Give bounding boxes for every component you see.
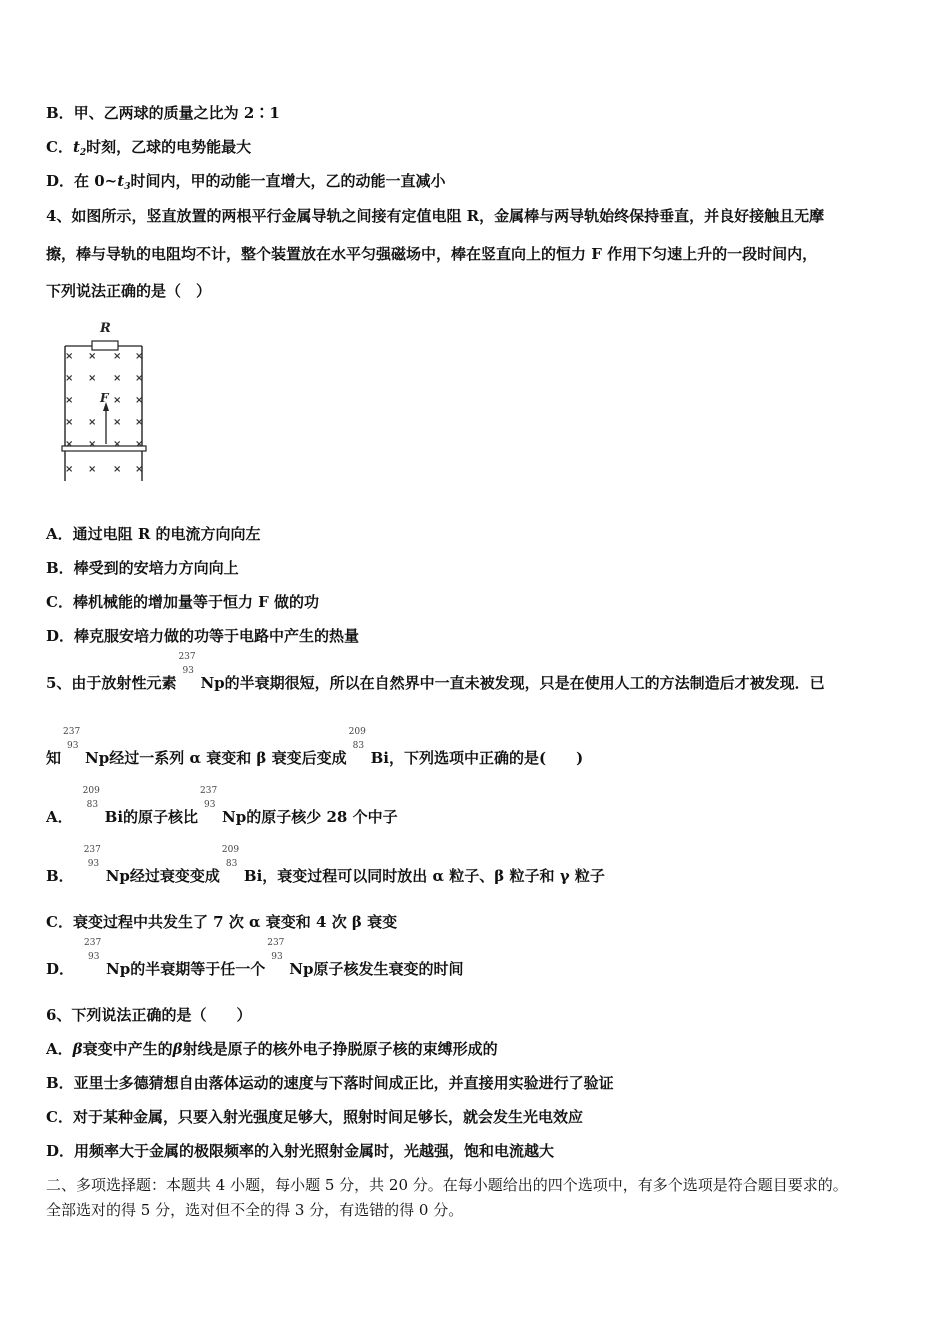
magnetic-field-marks <box>65 351 143 475</box>
q3-option-c: C．$t_2$时刻，乙球的电势能最大 <box>46 138 252 158</box>
field-x-mark: × <box>135 417 144 428</box>
q4-option-a: A．通过电阻 R 的电流方向向左 <box>46 525 261 543</box>
field-x-mark: × <box>65 417 74 428</box>
field-x-mark: × <box>135 439 144 450</box>
field-x-mark: × <box>88 351 97 362</box>
field-x-mark: × <box>135 373 144 384</box>
field-x-mark: × <box>88 439 97 450</box>
np-nuclide: 237 93 <box>84 938 102 962</box>
field-x-mark: × <box>113 439 122 450</box>
field-x-mark: × <box>65 439 74 450</box>
field-x-mark: × <box>65 351 74 362</box>
q5-stem-line1: 5、由于放射性元素 237 93 Np的半衰期很短，所以在自然界中一直未被发现，只是在使用人工的方法制造后才被发现．已 <box>46 652 825 692</box>
q4-option-c: C．棒机械能的增加量等于恒力 F 做的功 <box>46 593 320 611</box>
np-nuclide: 237 93 <box>200 786 218 810</box>
force-label: F <box>100 391 109 405</box>
q3-option-b: B．甲、乙两球的质量之比为 2∶1 <box>46 104 280 122</box>
field-x-mark: × <box>135 351 144 362</box>
field-x-mark: × <box>113 464 122 475</box>
q6-option-b: B．亚里士多德猜想自由落体运动的速度与下落时间成正比，并直接用实验进行了验证 <box>46 1074 614 1092</box>
field-x-mark: × <box>65 395 74 406</box>
q4-option-d: D．棒克服安培力做的功等于电路中产生的热量 <box>46 627 360 645</box>
field-x-mark: × <box>135 395 144 406</box>
q6-option-c: C．对于某种金属，只要入射光强度足够大，照射时间足够长，就会发生光电效应 <box>46 1108 583 1126</box>
field-x-mark: × <box>65 373 74 384</box>
bi-nuclide: 209 83 <box>221 845 240 869</box>
np-nuclide: 237 93 <box>63 727 81 751</box>
bi-nuclide: 209 83 <box>348 727 366 751</box>
q6-stem: 6、下列说法正确的是（ ） <box>46 1006 252 1024</box>
metal-bar <box>62 446 146 451</box>
field-x-mark: × <box>88 417 97 428</box>
field-x-mark: × <box>113 395 122 406</box>
q5-option-c: C．衰变过程中共发生了 7 次 α 衰变和 4 次 β 衰变 <box>46 913 398 931</box>
q5-stem-line2: 知 237 93 Np经过一系列 α 衰变和 β 衰变后变成 209 83 Bi，下列选项中正确的是( ) <box>46 727 584 767</box>
q4-stem-line2: 擦，棒与导轨的电阻均不计，整个装置放在水平匀强磁场中，棒在竖直向上的恒力 F 作用下匀速上升的一段时间内， <box>46 245 818 263</box>
q5-option-d: D． 237 93 Np的半衰期等于任一个 237 93 Np原子核发生衰变的时间 <box>46 938 464 978</box>
field-x-mark: × <box>113 351 122 362</box>
resistor-label: R <box>100 321 111 336</box>
field-x-mark: × <box>113 373 122 384</box>
np-nuclide: 237 93 <box>83 845 101 869</box>
q4-circuit-figure <box>58 316 154 486</box>
q6-option-a: A．β衰变中产生的β射线是原子的核外电子挣脱原子核的束缚形成的 <box>46 1040 498 1058</box>
section2-heading-line2: 全部选对的得 5 分，选对但不全的得 3 分，有选错的得 0 分。 <box>46 1201 464 1219</box>
q4-stem-line3: 下列说法正确的是（ ） <box>46 282 212 300</box>
bi-nuclide: 209 83 <box>82 786 100 810</box>
field-x-mark: × <box>135 464 144 475</box>
np-nuclide: 237 93 <box>178 652 196 676</box>
q6-option-d: D．用频率大于金属的极限频率的入射光照射金属时，光越强，饱和电流越大 <box>46 1142 555 1160</box>
section2-heading-line1: 二、多项选择题：本题共 4 小题，每小题 5 分，共 20 分。在每小题给出的四个选项中，有多个选项是符合题目要求的。 <box>46 1176 848 1194</box>
resistor-symbol <box>92 341 118 350</box>
q4-stem-line1: 4、如图所示，竖直放置的两根平行金属导轨之间接有定值电阻 R，金属棒与两导轨始终保持垂直，并良好接触且无摩 <box>46 207 825 225</box>
q5-option-b: B． 237 93 Np经过衰变变成 209 83 Bi，衰变过程可以同时放出 α 粒子、β 粒子和 γ 粒子 <box>46 845 605 885</box>
field-x-mark: × <box>88 373 97 384</box>
q4-option-b: B．棒受到的安培力方向向上 <box>46 559 239 577</box>
q5-option-a: A． 209 83 Bi的原子核比 237 93 Np的原子核少 28 个中子 <box>46 786 398 826</box>
q3-option-d: D．在 $0\sim t_3$时间内，甲的动能一直增大，乙的动能一直减小 <box>46 172 446 192</box>
field-x-mark: × <box>65 464 74 475</box>
np-nuclide: 237 93 <box>267 938 285 962</box>
field-x-mark: × <box>113 417 122 428</box>
field-x-mark: × <box>88 464 97 475</box>
